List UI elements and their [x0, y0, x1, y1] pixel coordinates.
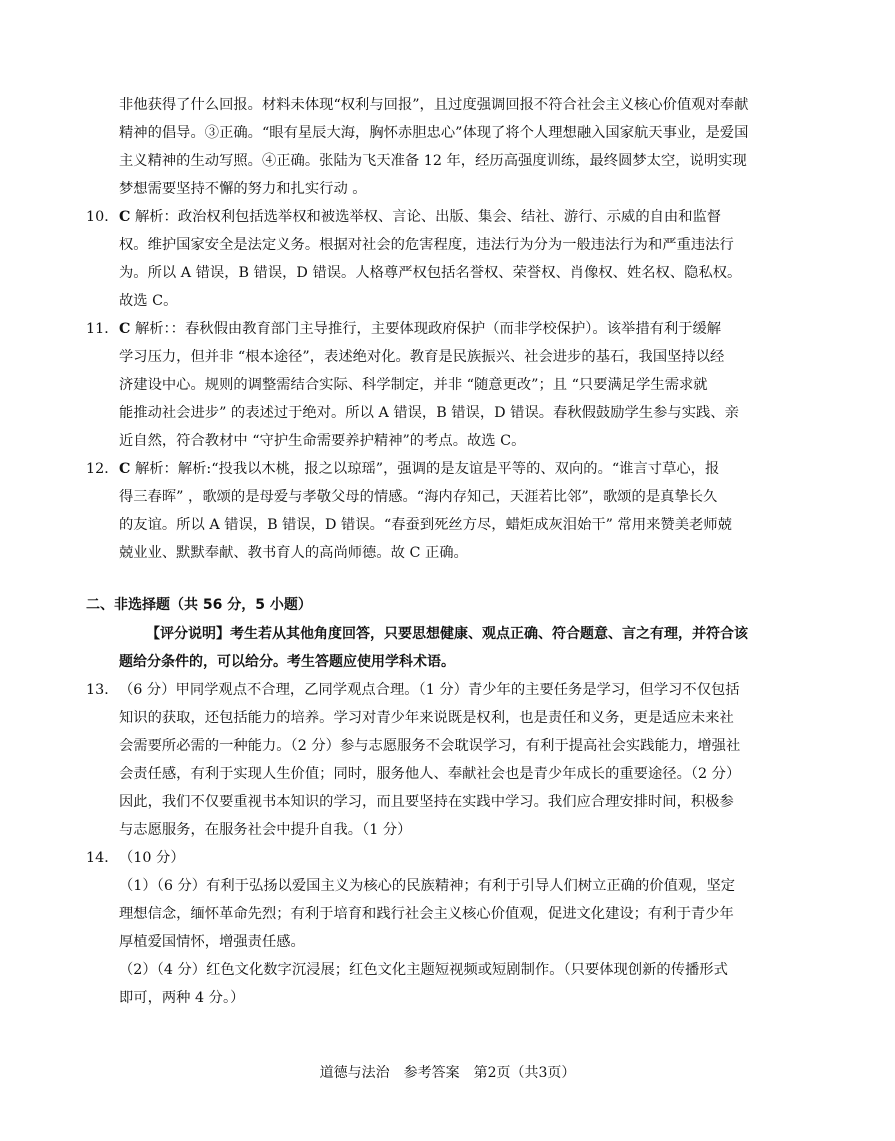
page-footer: 道德与法治 参考答案 第2页（共3页）: [319, 1065, 576, 1081]
question-11-first-line: [119, 320, 721, 338]
explanation-line: 得三春晖” ，歌颂的是母爱与孝敬父母的情感。“海内存知己，天涯若比邻”，歌颂的是真挚长久: [119, 489, 718, 505]
explanation-line: 能推动社会进步” 的表述过于绝对。所以 A 错误，B 错误，D 错误。春秋假鼓励学生参与实践、亲: [119, 405, 739, 421]
question-number: 11．: [86, 321, 119, 337]
explanation-text: 解析：政治权利包括选举权和被选举权、言论、出版、集会、结社、游行、示威的自由和监督: [134, 209, 722, 225]
continuation-line: 精神的倡导。③正确。“眼有星辰大海，胸怀赤胆忠心”体现了将个人理想融入国家航天事业，是爱国: [119, 125, 749, 141]
explanation-line: 故选 C。: [119, 293, 178, 309]
answer-line: 知识的获取，还包括能力的培养。学习对青少年来说既是权利，也是责任和义务，更是适应未来社: [119, 710, 734, 726]
answer-line: 厚植爱国情怀，增强责任感。: [119, 934, 305, 950]
explanation-line: 学习压力，但并非 “根本途径”，表述绝对化。教育是民族振兴、社会进步的基石，我国坚持以经: [119, 349, 725, 365]
question-number: 12．: [86, 461, 119, 477]
explanation-text: 解析：解析:“投我以木桃，报之以琼瑶”，强调的是友谊是平等的、双向的。“谁言寸草心，报: [134, 461, 720, 477]
question-10-first-line: [119, 208, 721, 226]
continuation-line: 非他获得了什么回报。材料未体现“权利与回报”，且过度强调回报不符合社会主义核心价值观对奉献: [119, 97, 749, 113]
section-title: 二、非选择题（共 56 分，5 小题）: [86, 597, 312, 613]
question-12-first-line: [119, 460, 719, 478]
question-number: 14．: [86, 850, 119, 866]
answer-letter: C: [119, 209, 131, 225]
answer-line: 理想信念，缅怀革命先烈；有利于培育和践行社会主义核心价值观，促进文化建设；有利于青少年: [119, 906, 734, 922]
answer-letter: C: [119, 461, 131, 477]
answer-line: 与志愿服务，在服务社会中提升自我。（1 分）: [119, 822, 412, 838]
scoring-note-line: 题给分条件的，可以给分。考生答题应使用学科术语。: [119, 654, 455, 670]
answer-letter: C: [119, 321, 131, 337]
answer-line: （2）（4 分）红色文化数字沉浸展；红色文化主题短视频或短剧制作。（只要体现创新的传播形式: [119, 962, 728, 978]
question-score: （10 分）: [119, 850, 185, 866]
explanation-line: 兢业业、默默奉献、教书育人的高尚师德。故 C 正确。: [119, 545, 468, 561]
explanation-line: 权。维护国家安全是法定义务。根据对社会的危害程度，违法行为分为一般违法行为和严重违法行: [119, 237, 734, 253]
answer-line: 因此，我们不仅要重视书本知识的学习，而且要坚持在实践中学习。我们应合理安排时间，积极参: [119, 794, 734, 810]
explanation-line: 为。所以 A 错误，B 错误，D 错误。人格尊严权包括名誉权、荣誉权、肖像权、姓名权、隐私权。: [119, 265, 742, 281]
continuation-line: 梦想需要坚持不懈的努力和扎实行动 。: [119, 181, 367, 197]
continuation-line: 主义精神的生动写照。④正确。张陆为飞天准备 12 年，经历高强度训练，最终圆梦太空，说明实现: [119, 153, 747, 169]
answer-line: 会责任感，有利于实现人生价值；同时，服务他人、奉献社会也是青少年成长的重要途径。（2 分）: [119, 766, 741, 782]
question-number: 13．: [86, 682, 119, 698]
answer-line: 会需要所必需的一种能力。（2 分）参与志愿服务不会耽误学习，有利于提高社会实践能力，增强社: [119, 738, 741, 754]
explanation-text: 解析：：春秋假由教育部门主导推行，主要体现政府保护（而非学校保护）。该举措有利于缓解: [134, 321, 722, 337]
question-number: 10．: [86, 209, 119, 225]
explanation-line: 的友谊。所以 A 错误，B 错误，D 错误。“春蚕到死丝方尽，蜡炬成灰泪始干” 常用来赞美老师兢: [119, 517, 732, 533]
scoring-note-line: 【评分说明】考生若从其他角度回答，只要思想健康、观点正确、符合题意、言之有理，并符合该: [146, 626, 748, 642]
explanation-line: 近自然，符合教材中 “守护生命需要养护精神”的考点。故选 C。: [119, 433, 526, 449]
answer-line: 即可，两种 4 分。）: [119, 990, 245, 1006]
explanation-line: 济建设中心。规则的调整需结合实际、科学制定，并非 “随意更改”；且 “只要满足学生需求就: [119, 377, 708, 393]
answer-line: （6 分）甲同学观点不合理，乙同学观点合理。（1 分）青少年的主要任务是学习，但学习不仅包括: [119, 682, 740, 698]
answer-line: （1）（6 分）有利于弘扬以爱国主义为核心的民族精神；有利于引导人们树立正确的价值观，坚定: [119, 878, 736, 894]
